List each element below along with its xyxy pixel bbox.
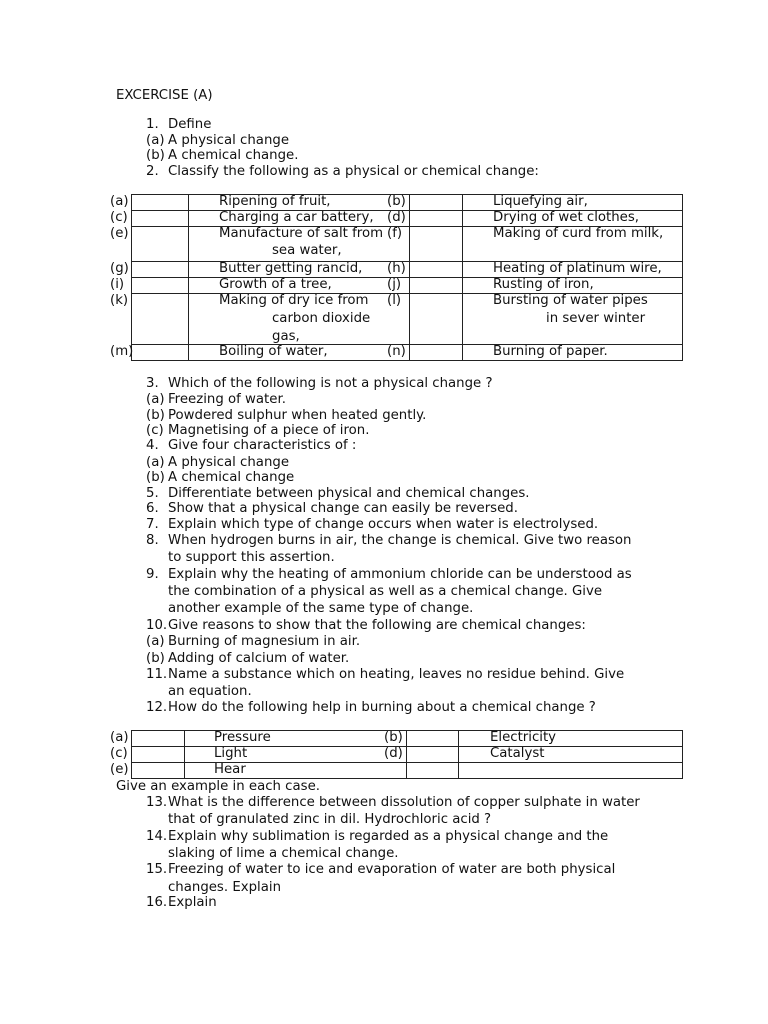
table-cell: Drying of wet clothes,: [493, 210, 640, 225]
table-cell: Charging a car battery,: [219, 210, 374, 225]
row-label: (b): [387, 194, 406, 209]
table-rule: [188, 194, 189, 361]
row-label: (j): [387, 277, 402, 292]
item-text: A physical change: [168, 133, 289, 148]
question-text: Explain: [168, 895, 217, 910]
table-cell: Making of curd from milk,: [493, 226, 664, 241]
item-label: (b): [146, 470, 165, 485]
table-rule: [409, 194, 410, 361]
question-number: 12.: [146, 700, 168, 715]
question-text: What is the difference between dissolution of copper sulphate in water: [168, 795, 640, 810]
question-text: Differentiate between physical and chemical changes.: [168, 486, 530, 501]
row-label: (e): [110, 226, 129, 241]
question-number: 15.: [146, 862, 168, 877]
table-rule: [131, 360, 683, 361]
row-label: (m): [110, 344, 134, 359]
row-label: (c): [110, 210, 128, 225]
question-text-continued: the combination of a physical as well as a chemical change. Give: [168, 584, 603, 599]
table-rule: [682, 194, 683, 361]
question-text: Explain which type of change occurs when water is electrolysed.: [168, 517, 599, 532]
table-rule: [458, 730, 459, 779]
question-number: 9.: [146, 567, 159, 582]
row-label: (h): [387, 261, 406, 276]
table-cell: Boiling of water,: [219, 344, 328, 359]
question-text: Freezing of water to ice and evaporation of water are both physical: [168, 862, 616, 877]
table-cell: sea water,: [272, 243, 342, 258]
item-label: (b): [146, 651, 165, 666]
question-number: 5.: [146, 486, 159, 501]
item-label: (a): [146, 392, 165, 407]
question-text: Explain why the heating of ammonium chloride can be understood as: [168, 567, 632, 582]
question-text-continued: an equation.: [168, 684, 252, 699]
row-label: (d): [384, 746, 403, 761]
question-number: 7.: [146, 517, 159, 532]
table-rule: [131, 194, 132, 361]
table-cell: Growth of a tree,: [219, 277, 332, 292]
table-rule: [682, 730, 683, 779]
row-label: (l): [387, 293, 402, 308]
table-cell: gas,: [272, 329, 300, 344]
table-cell: Manufacture of salt from: [219, 226, 384, 241]
question-text: Give reasons to show that the following are chemical changes:: [168, 618, 586, 633]
row-label: (c): [110, 746, 128, 761]
item-label: (a): [146, 634, 165, 649]
question-text: Explain why sublimation is regarded as a physical change and the: [168, 829, 609, 844]
table-cell: Hear: [214, 762, 246, 777]
table-cell: Liquefying air,: [493, 194, 588, 209]
question-text: Name a substance which on heating, leaves no residue behind. Give: [168, 667, 625, 682]
question-text: Classify the following as a physical or chemical change:: [168, 164, 539, 179]
question-text: When hydrogen burns in air, the change is chemical. Give two reason: [168, 533, 632, 548]
row-label: (a): [110, 730, 129, 745]
table-rule: [131, 277, 683, 278]
table-cell: Bursting of water pipes: [493, 293, 648, 308]
row-label: (e): [110, 762, 129, 777]
question-number: 11.: [146, 667, 168, 682]
table-cell: in sever winter: [546, 311, 646, 326]
question-text-continued: changes. Explain: [168, 880, 281, 895]
table-rule: [462, 194, 463, 361]
row-label: (b): [384, 730, 403, 745]
item-text: Magnetising of a piece of iron.: [168, 423, 370, 438]
question-text: Define: [168, 117, 212, 132]
question-number: 1.: [146, 117, 159, 132]
table-rule: [184, 730, 185, 779]
question-text-continued: that of granulated zinc in dil. Hydrochloric acid ?: [168, 812, 492, 827]
item-text: A chemical change.: [168, 148, 299, 163]
table-rule: [131, 730, 132, 779]
table-cell: Pressure: [214, 730, 271, 745]
page-title: EXCERCISE (A): [116, 88, 213, 103]
item-text: Adding of calcium of water.: [168, 651, 350, 666]
row-label: (a): [110, 194, 129, 209]
question-number: 10.: [146, 618, 168, 633]
item-label: (b): [146, 408, 165, 423]
item-label: (c): [146, 423, 164, 438]
question-number: 13.: [146, 795, 168, 810]
item-text: Freezing of water.: [168, 392, 286, 407]
table-cell: Rusting of iron,: [493, 277, 594, 292]
table-cell: Making of dry ice from: [219, 293, 369, 308]
table-rule: [131, 194, 683, 195]
item-label: (b): [146, 148, 165, 163]
table-cell: Burning of paper.: [493, 344, 608, 359]
table-cell: Heating of platinum wire,: [493, 261, 662, 276]
question-number: 16.: [146, 895, 168, 910]
question-text-continued: slaking of lime a chemical change.: [168, 846, 399, 861]
row-label: (n): [387, 344, 406, 359]
row-label: (k): [110, 293, 129, 308]
table-cell: carbon dioxide: [272, 311, 371, 326]
question-text: Which of the following is not a physical change ?: [168, 376, 493, 391]
table-cell: Electricity: [490, 730, 557, 745]
table-cell: Light: [214, 746, 248, 761]
row-label: (i): [110, 277, 125, 292]
table-rule: [406, 730, 407, 779]
item-text: A chemical change: [168, 470, 295, 485]
row-label: (f): [387, 226, 403, 241]
instruction-text: Give an example in each case.: [116, 779, 320, 794]
table-cell: Catalyst: [490, 746, 545, 761]
item-label: (a): [146, 455, 165, 470]
question-text: Show that a physical change can easily be reversed.: [168, 501, 518, 516]
question-number: 6.: [146, 501, 159, 516]
item-text: A physical change: [168, 455, 289, 470]
question-text: How do the following help in burning about a chemical change ?: [168, 700, 596, 715]
question-number: 4.: [146, 438, 159, 453]
question-text-continued: another example of the same type of change.: [168, 601, 474, 616]
item-text: Powdered sulphur when heated gently.: [168, 408, 427, 423]
table-cell: Ripening of fruit,: [219, 194, 331, 209]
question-text-continued: to support this assertion.: [168, 550, 335, 565]
item-text: Burning of magnesium in air.: [168, 634, 361, 649]
question-number: 3.: [146, 376, 159, 391]
question-number: 14.: [146, 829, 168, 844]
row-label: (d): [387, 210, 406, 225]
question-number: 8.: [146, 533, 159, 548]
table-cell: Butter getting rancid,: [219, 261, 363, 276]
item-label: (a): [146, 133, 165, 148]
question-text: Give four characteristics of :: [168, 438, 357, 453]
row-label: (g): [110, 261, 129, 276]
question-number: 2.: [146, 164, 159, 179]
